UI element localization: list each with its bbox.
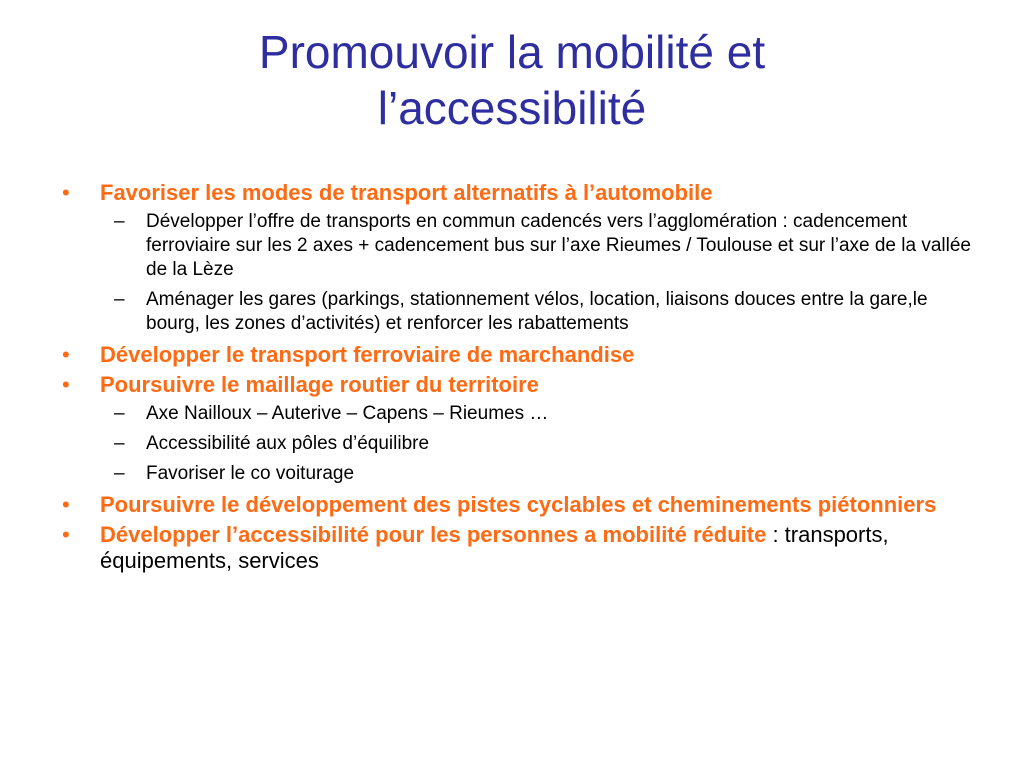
- dash-marker: –: [114, 211, 125, 232]
- bullet-item: [60, 372, 980, 486]
- bullet-marker: •: [62, 522, 70, 547]
- slide-title: [60, 24, 964, 136]
- bullet-item: [60, 522, 980, 574]
- sub-item: [100, 288, 980, 336]
- sub-list: [100, 210, 980, 336]
- bullet-item: [60, 180, 980, 336]
- sub-item-text: Développer l’offre de transports en commun cadencés vers l’agglomération : cadencement ferroviaire sur les 2 axes + cadencement bus sur l’axe Rieumes / Toulouse et sur l’axe de la vallée de la Lèze: [146, 211, 971, 280]
- bullet-marker: •: [62, 180, 70, 205]
- bullet-text: Poursuivre le maillage routier du territoire: [100, 372, 539, 397]
- sub-item: [100, 210, 980, 282]
- sub-item-text: Axe Nailloux – Auterive – Capens – Rieumes …: [146, 403, 549, 424]
- bullet-text: Développer le transport ferroviaire de marchandise: [100, 342, 635, 367]
- bullet-marker: •: [62, 342, 70, 367]
- bullet-suffix-text: : transports, équipements, services: [100, 522, 889, 573]
- bullet-item: [60, 342, 980, 368]
- dash-marker: –: [114, 403, 125, 424]
- sub-item-text: Accessibilité aux pôles d’équilibre: [146, 433, 430, 454]
- sub-list: [100, 402, 980, 486]
- sub-item-text: Favoriser le co voiturage: [146, 463, 355, 484]
- bullet-marker: •: [62, 372, 70, 397]
- bullet-list: [60, 180, 980, 578]
- bullet-marker: •: [62, 492, 70, 517]
- dash-marker: –: [114, 289, 125, 310]
- title-line: Promouvoir la mobilité et: [258, 26, 766, 78]
- dash-marker: –: [114, 433, 125, 454]
- sub-item-text: Aménager les gares (parkings, stationnement vélos, location, liaisons douces entre la gare,le bourg, les zones d’activités) et renforcer les rabattements: [146, 289, 928, 334]
- title-line: l’accessibilité: [377, 82, 647, 134]
- dash-marker: –: [114, 463, 125, 484]
- sub-item: [100, 432, 980, 456]
- bullet-item: [60, 492, 980, 518]
- sub-item: [100, 462, 980, 486]
- bullet-text: Favoriser les modes de transport alternatifs à l’automobile: [100, 180, 713, 205]
- bullet-text: Développer l’accessibilité pour les personnes a mobilité réduite: [100, 522, 767, 547]
- bullet-text: Poursuivre le développement des pistes cyclables et cheminements piétonniers: [100, 492, 937, 517]
- sub-item: [100, 402, 980, 426]
